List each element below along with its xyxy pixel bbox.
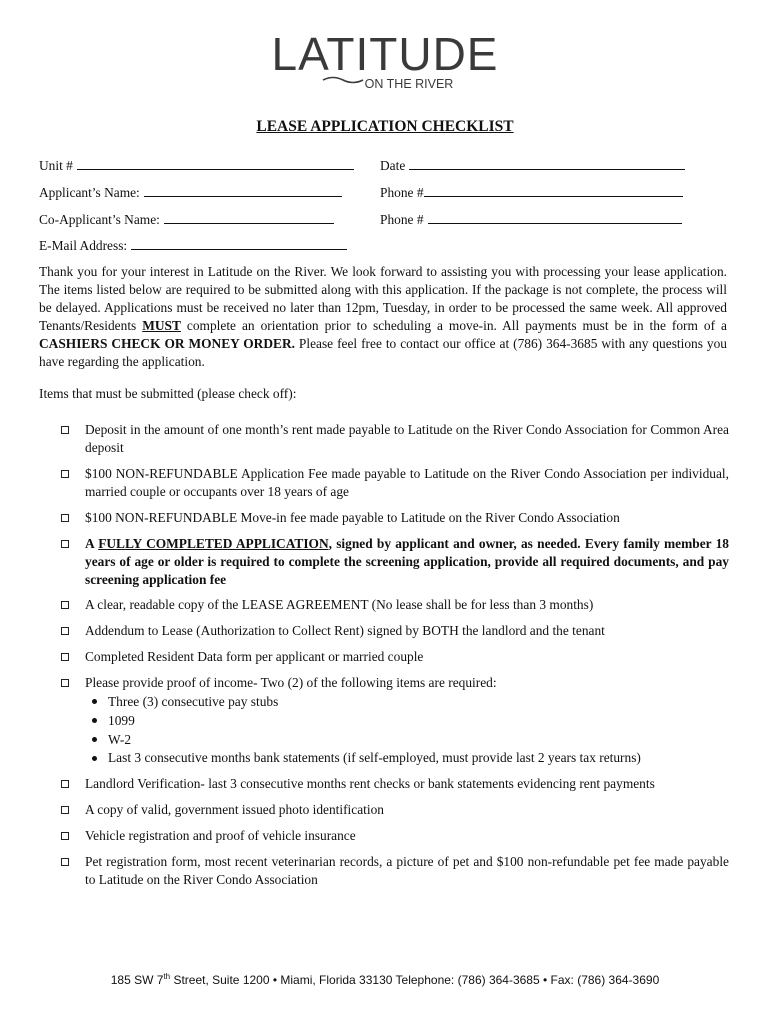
phone-field-1[interactable] [380,183,683,201]
item-text-underlined: FULLY COMPLETED APPLICATION [98,536,329,551]
footer-address-ordinal: th [163,972,171,981]
checklist-item-deposit [39,421,729,457]
footer-address-start: 185 SW 7 [110,973,164,987]
applicant-name-label: Applicant’s Name: [39,185,140,200]
checklist-item-photo-id [39,801,729,819]
checklist-item-completed-application [39,535,729,589]
item-text: A clear, readable copy of the LEASE AGREEMENT (No lease shall be for less than 3 months) [85,597,594,612]
list-item: 1099 [89,711,729,730]
footer-address [0,972,770,987]
logo-wordmark: LATITUDE [271,28,499,80]
unit-input-line[interactable] [77,156,354,170]
checklist-item-pet [39,853,729,889]
checklist-item-application-fee [39,465,729,501]
intro-paragraph [39,263,727,371]
applicant-name-input-line[interactable] [144,183,342,197]
income-options-list [85,692,729,767]
list-item: W-2 [89,730,729,749]
unit-label: Unit # [39,158,73,173]
checklist-item-vehicle [39,827,729,845]
items-heading: Items that must be submitted (please check off): [39,386,297,401]
applicant-name-field[interactable] [39,183,342,201]
checklist-item-proof-of-income [39,674,729,767]
item-text: Completed Resident Data form per applicant or married couple [85,649,424,664]
must-emphasis: MUST [142,318,181,333]
checkbox-icon[interactable] [61,679,69,687]
email-field[interactable] [39,236,347,254]
checklist-item-addendum [39,622,729,640]
phone-label-2: Phone # [380,212,424,227]
page-title: LEASE APPLICATION CHECKLIST [256,118,514,135]
checkbox-icon[interactable] [61,653,69,661]
email-label: E-Mail Address: [39,238,128,253]
checklist-item-lease-copy [39,596,729,614]
item-text: Landlord Verification- last 3 consecutive months rent checks or bank statements evidencing rent payments [85,776,655,791]
date-label: Date [380,158,406,173]
phone-input-line-1[interactable] [424,183,683,197]
logo-graphic [271,20,499,100]
intro-text-3: Please feel free to contact our office at (786) 364-3685 with any questions you have regarding the application. [39,336,727,369]
checklist-item-movein-fee [39,509,729,527]
coapplicant-name-field[interactable] [39,210,334,228]
coapplicant-name-input-line[interactable] [164,210,334,224]
checkbox-icon[interactable] [61,426,69,434]
item-text-prefix: A [85,536,94,551]
checkbox-icon[interactable] [61,470,69,478]
item-text: Pet registration form, most recent veterinarian records, a picture of pet and $100 non-refundable pet fee made payable to Latitude on the River Condo Association [85,854,729,887]
logo-tagline: ON THE RIVER [364,77,454,91]
item-text: Vehicle registration and proof of vehicle insurance [85,828,356,843]
checkbox-icon[interactable] [61,601,69,609]
checkbox-icon[interactable] [61,780,69,788]
date-field[interactable] [380,156,685,174]
footer-address-rest: Street, Suite 1200 • Miami, Florida 33130 Telephone: (786) 364-3685 • Fax: (786) 364-3690 [170,973,660,987]
item-text: $100 NON-REFUNDABLE Move-in fee made payable to Latitude on the River Condo Association [85,510,620,525]
checkbox-icon[interactable] [61,540,69,548]
item-text: Please provide proof of income- Two (2) of the following items are required: [85,675,497,690]
unit-field[interactable] [39,156,354,174]
item-text: Addendum to Lease (Authorization to Collect Rent) signed by BOTH the landlord and the tenant [85,623,605,638]
checkbox-icon[interactable] [61,806,69,814]
item-text-rest: , signed by applicant and owner, as needed. Every family member 18 years of age or older is required to complete the screening application, provide all required documents, and pay screening application fee [85,536,729,587]
item-text: $100 NON-REFUNDABLE Application Fee made payable to Latitude on the River Condo Association per individual, married couple or occupants over 18 years of age [85,466,729,499]
latitude-logo [0,20,770,100]
intro-text-1: Thank you for your interest in Latitude on the River. We look forward to assisting you with processing your lease application. The items listed below are required to be submitted along with this application. If the package is not complete, the process will be delayed. Applications must be received no later than 12pm, Tuesday, in order to be processed the same week. All approved Tenants/Residents [39,264,727,333]
phone-label-1: Phone # [380,185,424,200]
checkbox-icon[interactable] [61,514,69,522]
checkbox-icon[interactable] [61,858,69,866]
payment-method: CASHIERS CHECK OR MONEY ORDER. [39,336,295,351]
checklist [39,421,729,889]
checklist-item-resident-data [39,648,729,666]
list-item: Last 3 consecutive months bank statements (if self-employed, must provide last 2 years tax returns) [89,749,729,767]
intro-text-2: complete an orientation prior to scheduling a move-in. All payments must be in the form of a [186,318,727,333]
email-input-line[interactable] [131,236,347,250]
checklist-item-landlord-verification [39,775,729,793]
date-input-line[interactable] [409,156,685,170]
list-item: Three (3) consecutive pay stubs [89,692,729,711]
checkbox-icon[interactable] [61,627,69,635]
item-text: A copy of valid, government issued photo identification [85,802,385,817]
item-text: Deposit in the amount of one month’s rent made payable to Latitude on the River Condo Association for Common Area deposit [85,422,729,455]
checkbox-icon[interactable] [61,832,69,840]
phone-input-line-2[interactable] [428,210,682,224]
coapplicant-name-label: Co-Applicant’s Name: [39,212,160,227]
phone-field-2[interactable] [380,210,682,228]
